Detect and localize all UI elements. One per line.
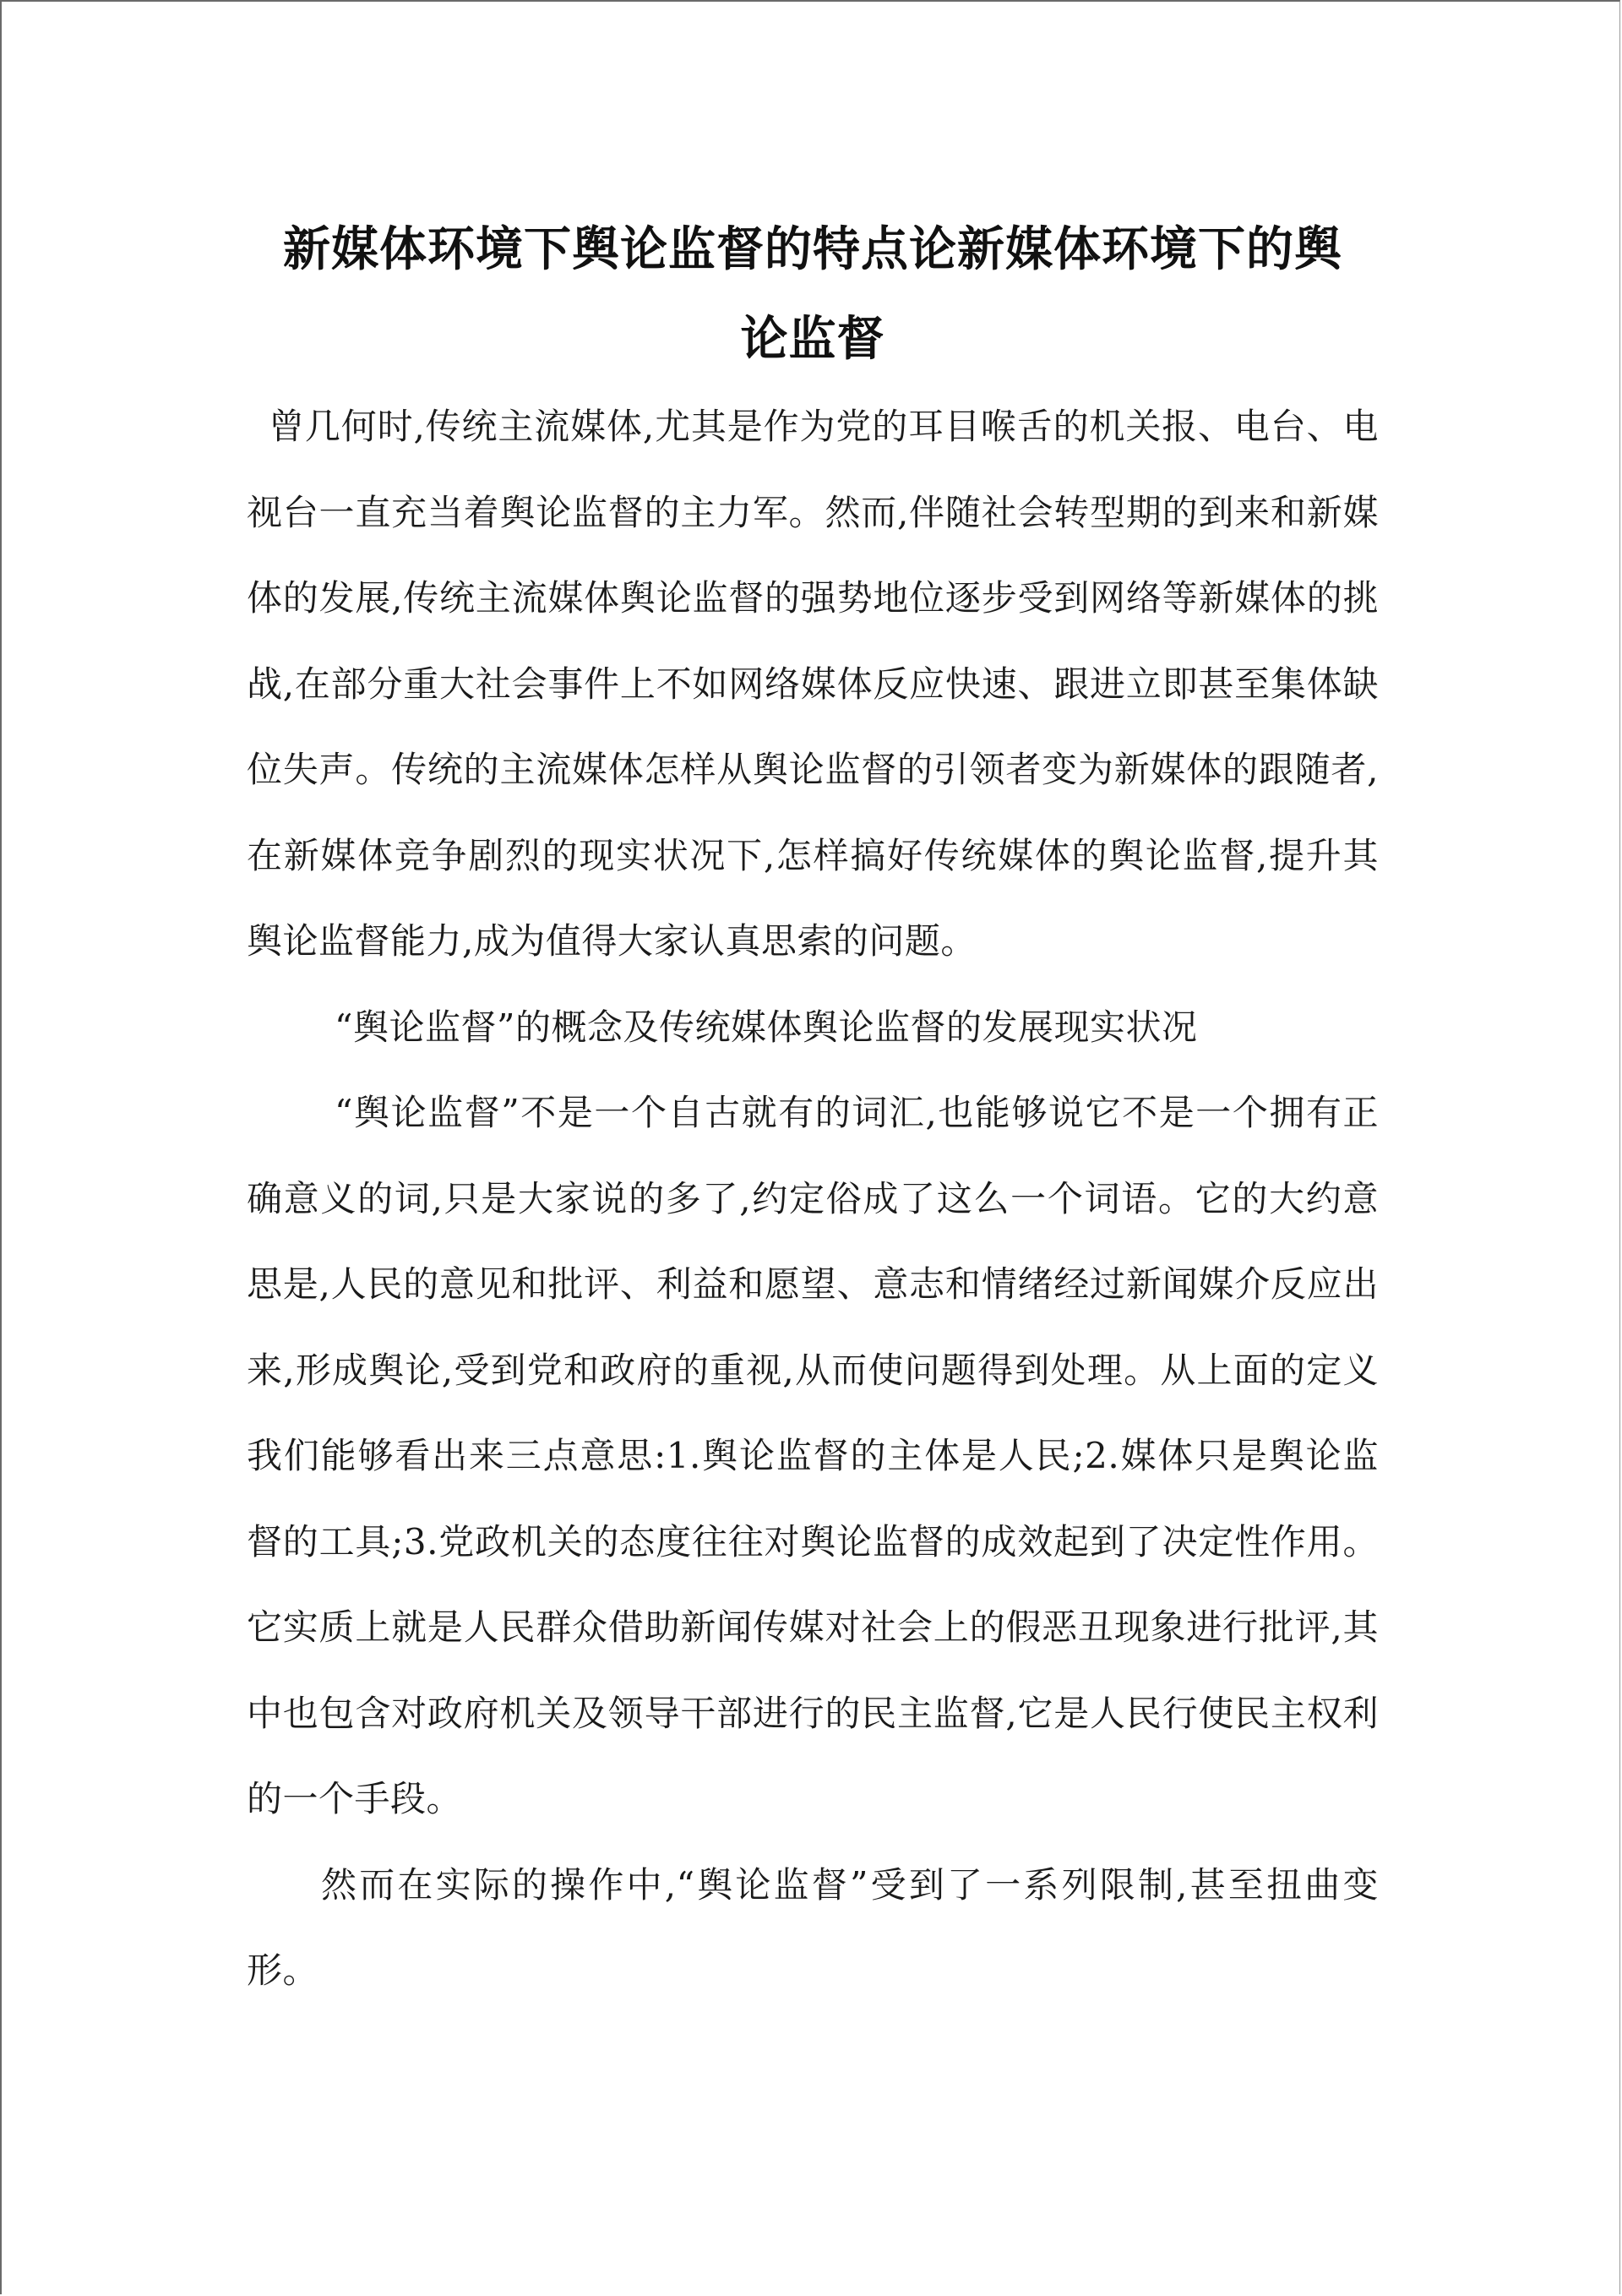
section-heading: “舆论监督”的概念及传统媒体舆论监督的发展现实状况	[335, 1006, 1198, 1048]
paragraph-practice: 然而在实际的操作中,“舆论监督”受到了一系列限制,甚至扭曲变形。	[247, 1863, 1379, 1991]
paragraph-intro: 曾几何时,传统主流媒体,尤其是作为党的耳目喉舌的机关报、电台、电视台一直充当着舆论监督的主力军。然而,伴随社会转型期的到来和新媒体的发展,传统主流媒体舆论监督的强势地位逐步受到网络等新媒体的挑战,在部分重大社会事件上不如网络媒体反应快速、跟进立即甚至集体缺位失声。传统的主流媒体怎样从舆论监督的引领者变为新媒体的跟随者,在新媒体竞争剧烈的现实状况下,怎样搞好传统媒体的舆论监督,提升其舆论监督能力,成为值得大家认真思索的问题。	[247, 406, 1379, 962]
document-title: 新媒体环境下舆论监督的特点论新媒体环境下的舆 论监督	[283, 221, 1342, 367]
document-body	[247, 205, 1379, 2014]
paragraph-definition: “舆论监督”不是一个自古就有的词汇,也能够说它不是一个拥有正确意义的词,只是大家说的多了,约定俗成了这么一个词语。它的大约意思是,人民的意见和批评、利益和愿望、意志和情绪经过新闻媒介反应出来,形成舆论,受到党和政府的重视,从而使问题得到处理。从上面的定义我们能够看出来三点意思:1.舆论监督的主体是人民;2.媒体只是舆论监督的工具;3.党政机关的态度往往对舆论监督的成效起到了决定性作用。它实质上就是人民群众借助新闻传媒对社会上的假恶丑现象进行批评,其中也包含对政府机关及领导干部进行的民主监督,它是人民行使民主权利的一个手段。	[247, 1092, 1379, 1819]
